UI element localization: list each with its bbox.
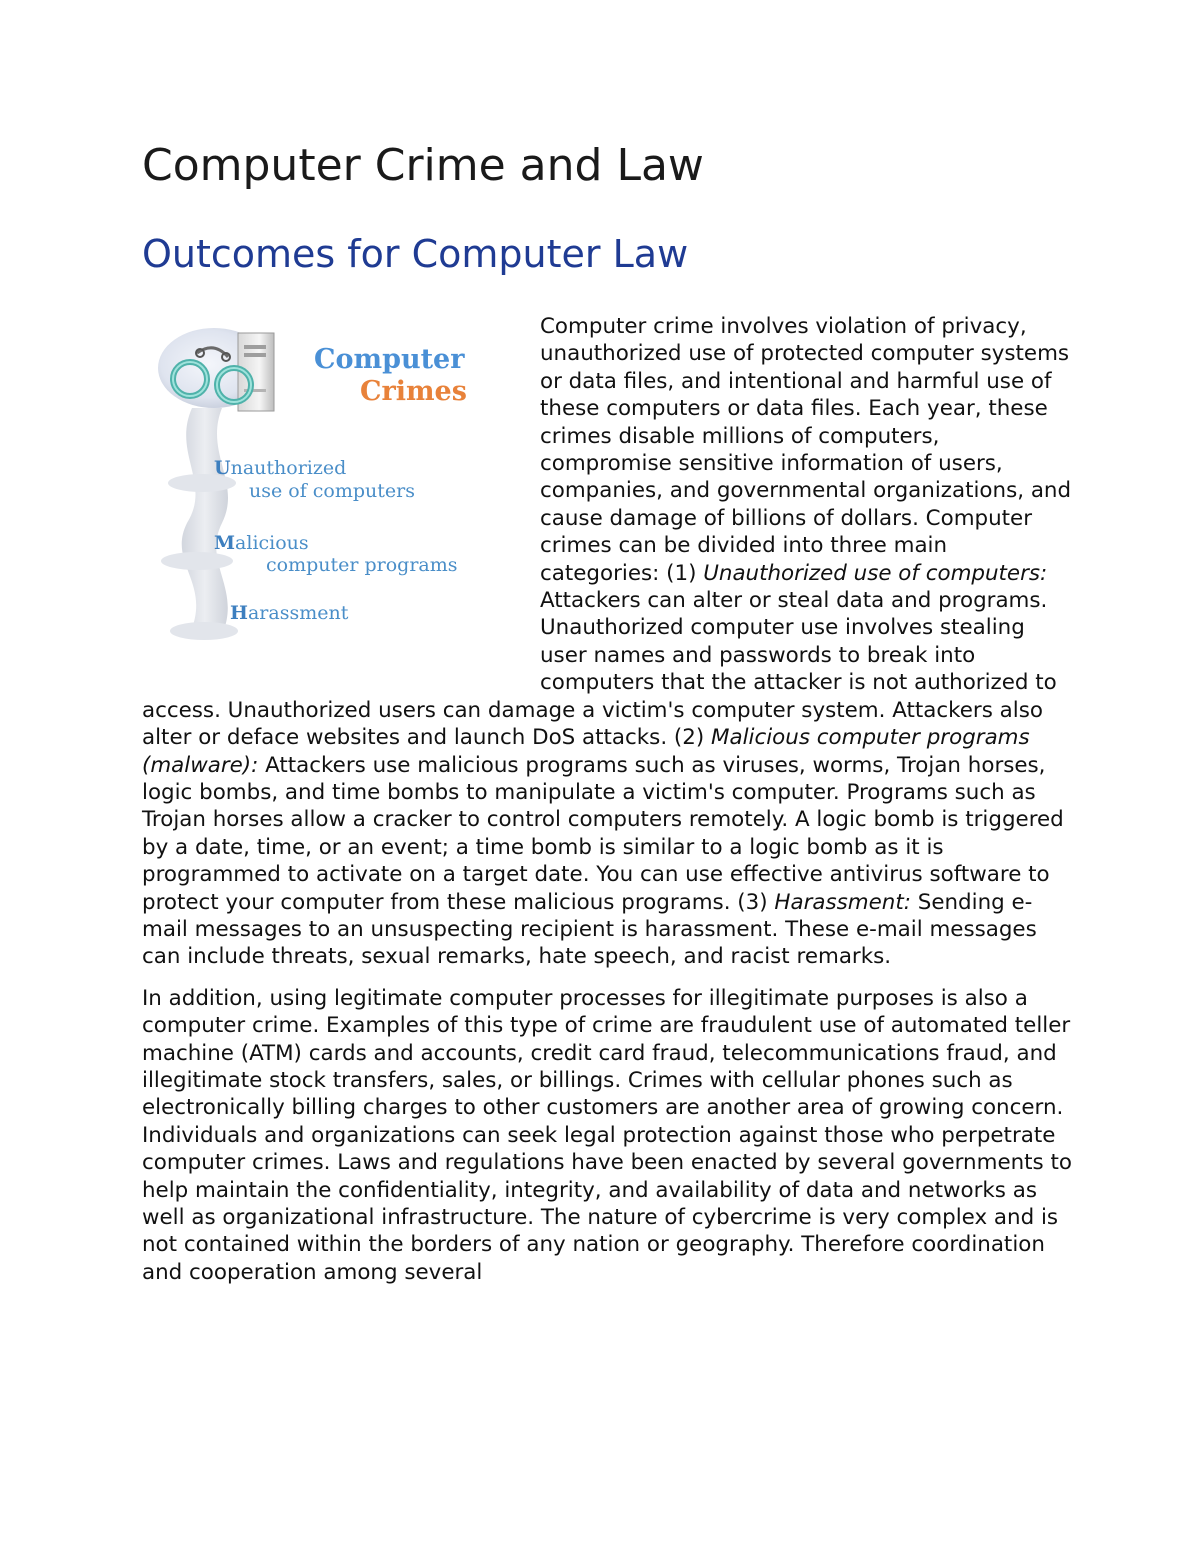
figure-item-initial: U <box>214 457 231 479</box>
computer-crimes-illustration <box>142 313 482 653</box>
figure-item-initial: M <box>214 532 236 554</box>
paragraph-harassment-text: Sending e-mail messages to an unsuspecting recipient is harassment. These e-mail messages can include threats, sexual remarks, hate speech, and racist remarks. <box>142 889 1037 970</box>
term-harassment: Harassment: <box>774 889 911 915</box>
body-text <box>142 313 1072 1286</box>
computer-crimes-figure <box>142 313 540 671</box>
figure-heading-computer: Computer <box>314 344 465 375</box>
pillar-ring <box>161 552 233 570</box>
figure-item-harassment <box>230 602 349 624</box>
figure-item-unauthorized <box>214 457 346 479</box>
term-malicious-programs: Malicious computer programs (malware): <box>142 725 1030 778</box>
figure-item-unauthorized-line2: use of computers <box>249 480 415 502</box>
drive-bay <box>244 345 266 349</box>
section-heading: Outcomes for Computer Law <box>142 232 689 276</box>
paragraph-legitimate-processes: In addition, using legitimate computer processes for illegitimate purposes is also a computer crime. Examples of this type of crime are fraudulent use of automated teller machine (ATM) cards and accounts, credit card fraud, telecommunications fraud, and illegitimate stock transfers, sales, or billings. Crimes with cellular phones such as electronically billing charges to other customers are another area of growing concern. Individuals and organizations can seek legal protection against those who perpetrate computer crimes. Laws and regulations have been enacted by several governments to help maintain the confidentiality, integrity, and availability of data and networks as well as organizational infrastructure. The nature of cybercrime is very complex and is not contained within the borders of any nation or geography. Therefore coordination and cooperation among several <box>142 985 1072 1285</box>
paragraph-malicious-text: Attackers use malicious programs such as viruses, worms, Trojan horses, logic bombs, and time bombs to manipulate a victim's computer. Programs such as Trojan horses allow a cracker to control computers remotely. A logic bomb is triggered by a date, time, or an event; a time bomb is similar to a logic bomb as it is programmed to activate on a target date. You can use effective antivirus software to protect your computer from these malicious programs. (3) <box>142 752 1064 915</box>
drive-bay <box>244 353 266 357</box>
figure-heading-crimes: Crimes <box>360 376 467 407</box>
figure-item-malicious <box>214 532 309 554</box>
term-unauthorized-use: Unauthorized use of computers: <box>703 560 1048 586</box>
pillar-ring <box>170 622 238 640</box>
figure-item-rest: arassment <box>247 602 349 624</box>
figure-item-malicious-line2: computer programs <box>266 554 458 576</box>
paragraph-unauthorized-text: Attackers can alter or steal data and programs. Unauthorized computer use involves stealing user names and passwords to break into computers that the attacker is not authorized to access. Unauthorized users can damage a victim's computer system. Attackers also alter or deface websites and launch DoS attacks. (2) <box>142 588 1057 751</box>
figure-item-initial: H <box>230 602 248 624</box>
figure-item-rest: alicious <box>235 532 309 554</box>
pillar-shape <box>182 408 228 635</box>
paragraph-intro: Computer crime involves violation of privacy, unauthorized use of protected computer systems or data files, and intentional and harmful use of these computers or data files. Each year, these crimes disable millions of computers, compromise sensitive information of users, companies, and governmental organizations, and cause damage of billions of dollars. Computer crimes can be divided into three main categories: (1) <box>540 314 1072 586</box>
figure-item-rest: nauthorized <box>230 457 347 479</box>
page-title: Computer Crime and Law <box>142 140 704 191</box>
